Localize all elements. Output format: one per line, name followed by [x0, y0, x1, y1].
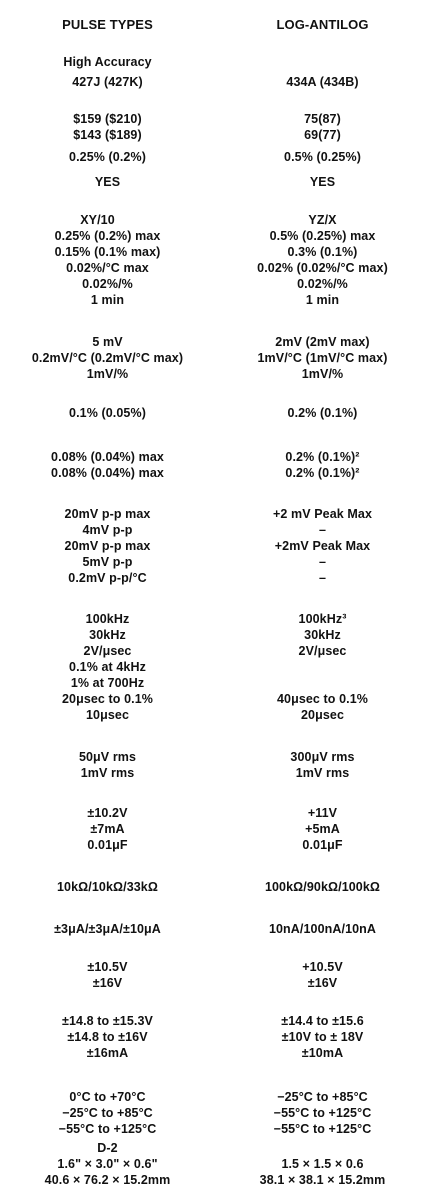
right-line: 300μV rms: [290, 750, 355, 764]
left-line: 1mV rms: [80, 766, 135, 780]
left-line: ±16mA: [86, 1046, 129, 1060]
right-line: ±10V to ± 18V: [281, 1030, 364, 1044]
right-line: +5mA: [305, 822, 340, 836]
right-line: 10nA/100nA/10nA: [268, 922, 377, 936]
left-line: ±10.2V: [87, 806, 128, 820]
right-line: 100kΩ/90kΩ/100kΩ: [264, 880, 381, 894]
right-line: 38.1 × 38.1 × 15.2mm: [259, 1173, 386, 1187]
right-line: ±10mA: [301, 1046, 344, 1060]
left-line: 0.1% (0.05%): [69, 406, 146, 420]
right-line: 0.02% (0.02%/°C max): [257, 261, 388, 275]
left-line: 4mV p-p: [82, 523, 133, 537]
left-line: ±7mA: [90, 822, 125, 836]
left-line: 40.6 × 76.2 × 15.2mm: [44, 1173, 171, 1187]
left-line: 1.6" × 3.0" × 0.6": [57, 1157, 158, 1171]
left-line: 0°C to +70°C: [69, 1090, 146, 1104]
left-line: 1% at 700Hz: [70, 676, 145, 690]
left-line: ±16V: [92, 976, 123, 990]
left-line: 20mV p-p max: [64, 507, 151, 521]
left-line: ±14.8 to ±16V: [67, 1030, 148, 1044]
left-line: $143 ($189): [73, 128, 142, 142]
right-line: 0.02%/%: [297, 277, 348, 291]
left-line: YES: [94, 175, 121, 189]
right-line: 69(77): [304, 128, 341, 142]
right-line: +2mV Peak Max: [274, 539, 371, 553]
right-line: 40μsec to 0.1%: [276, 692, 369, 706]
right-line: −55°C to +125°C: [273, 1106, 372, 1120]
right-line: 0.2% (0.1%)²: [285, 466, 360, 480]
left-line: 0.02%/°C max: [66, 261, 149, 275]
left-line: 0.25% (0.2%): [69, 150, 146, 164]
right-line: –: [318, 571, 327, 585]
left-line: −25°C to +85°C: [62, 1106, 153, 1120]
left-line: $159 ($210): [73, 112, 142, 126]
right-line: 30kHz: [304, 628, 341, 642]
left-line: 5 mV: [92, 335, 123, 349]
right-line: 0.2% (0.1%)²: [285, 450, 360, 464]
right-line: YES: [309, 175, 336, 189]
left-line: 100kHz: [85, 612, 130, 626]
right-line: 1.5 × 1.5 × 0.6: [281, 1157, 364, 1171]
right-line: –: [318, 523, 327, 537]
right-line: YZ/X: [308, 213, 337, 227]
right-line: 1mV/%: [301, 367, 344, 381]
right-line: 0.3% (0.1%): [287, 245, 358, 259]
left-line: 20mV p-p max: [64, 539, 151, 553]
left-line: 0.15% (0.1% max): [54, 245, 161, 259]
right-line: 2mV (2mV max): [275, 335, 370, 349]
left-line: 0.01μF: [87, 838, 128, 852]
left-line: 10μsec: [85, 708, 129, 722]
left-line: 1mV/%: [86, 367, 129, 381]
left-line: 0.2mV p-p/°C: [68, 571, 147, 585]
left-line: ±10.5V: [87, 960, 128, 974]
left-line: 50μV rms: [78, 750, 137, 764]
left-line: XY/10: [80, 213, 115, 227]
left-line: 0.02%/%: [82, 277, 133, 291]
left-line: 0.2mV/°C (0.2mV/°C max): [31, 351, 184, 365]
left-subheader: High Accuracy: [63, 55, 152, 69]
left-line: 2V/μsec: [83, 644, 132, 658]
right-line: 1mV rms: [295, 766, 350, 780]
right-header: LOG-ANTILOG: [276, 17, 369, 32]
left-line: 10kΩ/10kΩ/33kΩ: [57, 880, 158, 894]
right-line: ±16V: [307, 976, 338, 990]
left-line: ±3μA/±3μA/±10μA: [54, 922, 161, 936]
left-line: −55°C to +125°C: [58, 1122, 157, 1136]
right-line: −55°C to +125°C: [273, 1122, 372, 1136]
left-model: 427J (427K): [72, 75, 143, 89]
right-line: +10.5V: [302, 960, 343, 974]
right-line: +11V: [307, 806, 338, 820]
left-line: D-2: [97, 1141, 118, 1155]
right-line: –: [318, 555, 327, 569]
right-line: 1 min: [305, 293, 340, 307]
left-line: 30kHz: [89, 628, 126, 642]
left-line: 0.08% (0.04%) max: [51, 450, 164, 464]
right-line: ±14.4 to ±15.6: [281, 1014, 364, 1028]
right-line: 2V/μsec: [298, 644, 347, 658]
left-line: 5mV p-p: [82, 555, 133, 569]
right-line: 0.2% (0.1%): [287, 406, 358, 420]
right-line: −25°C to +85°C: [277, 1090, 368, 1104]
right-model: 434A (434B): [286, 75, 359, 89]
right-line: 100kHz³: [298, 612, 347, 626]
right-line: 0.5% (0.25%) max: [269, 229, 376, 243]
left-line: 0.08% (0.04%) max: [51, 466, 164, 480]
left-line: 20μsec to 0.1%: [61, 692, 154, 706]
right-line: 75(87): [304, 112, 341, 126]
right-line: 20μsec: [300, 708, 344, 722]
left-line: ±14.8 to ±15.3V: [62, 1014, 153, 1028]
right-line: 1mV/°C (1mV/°C max): [257, 351, 388, 365]
left-line: 0.1% at 4kHz: [69, 660, 146, 674]
left-line: 0.25% (0.2%) max: [54, 229, 161, 243]
left-header: PULSE TYPES: [62, 17, 153, 32]
right-line: 0.01μF: [302, 838, 343, 852]
left-line: 1 min: [90, 293, 125, 307]
right-line: +2 mV Peak Max: [272, 507, 373, 521]
right-line: 0.5% (0.25%): [284, 150, 361, 164]
